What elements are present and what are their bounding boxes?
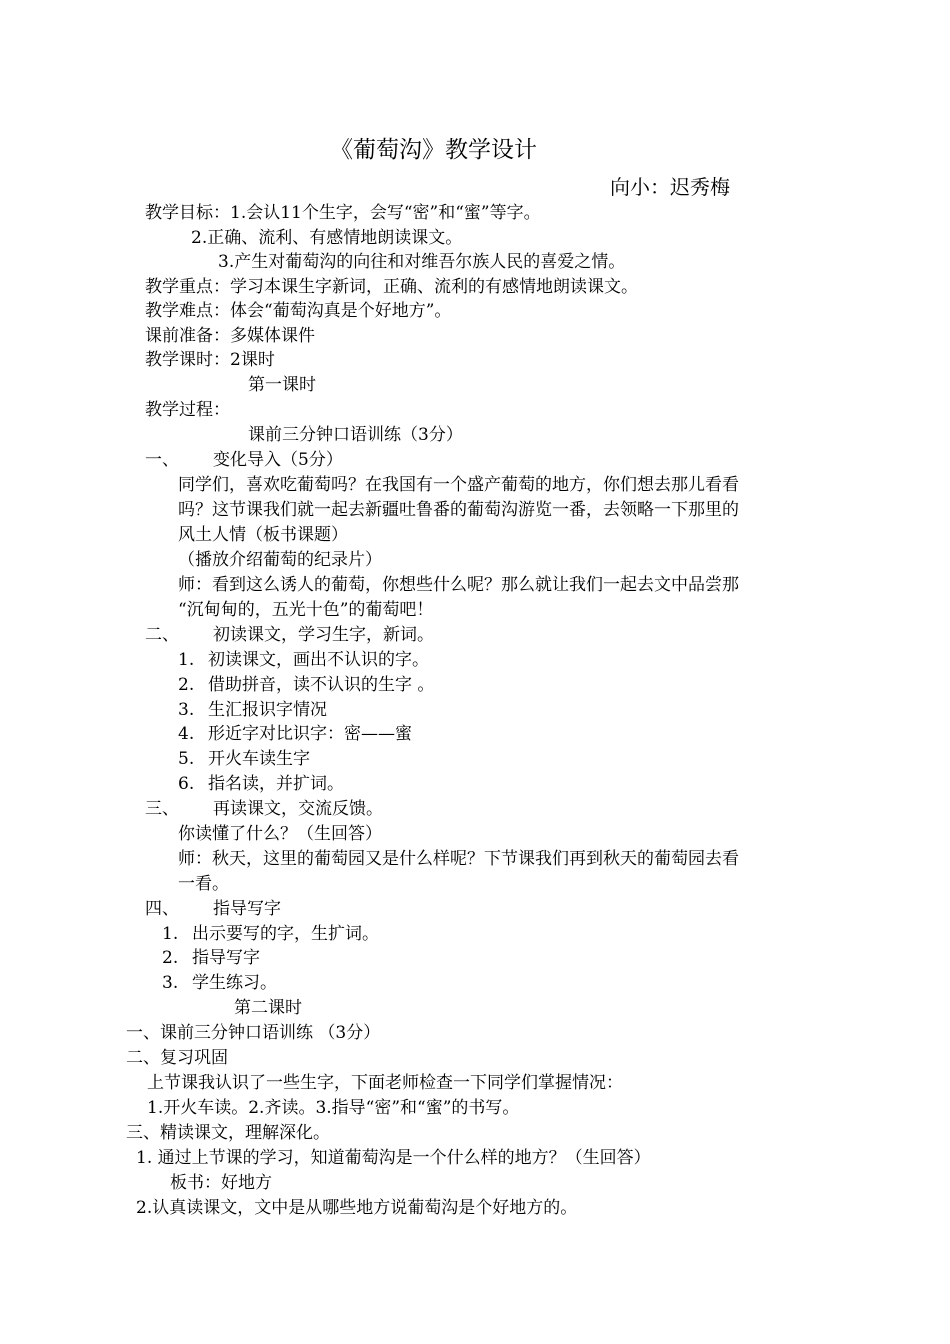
list-number: 2. — [178, 675, 195, 695]
list-item — [178, 722, 412, 746]
goal-line-2: 2.正确、流利、有感情地朗读课文。 — [191, 228, 463, 248]
lesson2-line: 1.开火车读。2.齐读。3.指导“密”和“蜜”的书写。 — [147, 1098, 520, 1118]
list-text: 形近字对比识字：密——蜜 — [208, 724, 412, 744]
section-title: 初读课文，学习生字，新词。 — [213, 625, 434, 645]
section-number: 三、 — [145, 799, 179, 819]
list-text: 开火车读生字 — [208, 749, 310, 769]
section-2-heading — [145, 623, 434, 647]
paragraph-line: 风土人情（板书课题） — [178, 525, 348, 545]
goal-line-3: 3.产生对葡萄沟的向往和对维吾尔族人民的喜爱之情。 — [218, 252, 626, 272]
lesson2-line: 二、复习巩固 — [126, 1048, 228, 1068]
lesson2-line: 一、课前三分钟口语训练 （3分） — [126, 1023, 381, 1043]
section-4-heading — [145, 897, 281, 921]
paragraph-line: 师：秋天，这里的葡萄园又是什么样呢？下节课我们再到秋天的葡萄园去看 — [178, 849, 739, 869]
section-title: 指导写字 — [213, 899, 281, 919]
list-item — [162, 946, 260, 970]
list-text: 指导写字 — [192, 948, 260, 968]
lesson1-heading: 第一课时 — [248, 375, 316, 395]
list-item — [162, 971, 277, 995]
doc-title: 《葡萄沟》教学设计 — [330, 137, 537, 163]
warmup-line: 课前三分钟口语训练（3分） — [248, 425, 463, 445]
list-number: 6. — [178, 774, 195, 794]
list-item — [178, 673, 434, 697]
list-item — [178, 698, 327, 722]
section-3-heading — [145, 797, 383, 821]
lesson2-line: 三、精读课文，理解深化。 — [126, 1123, 330, 1143]
paragraph-line: 吗？这节课我们就一起去新疆吐鲁番的葡萄沟游览一番，去领略一下那里的 — [178, 500, 739, 520]
list-text: 学生练习。 — [192, 973, 277, 993]
section-number: 一、 — [145, 450, 179, 470]
list-number: 1. — [178, 650, 195, 670]
list-number: 3. — [162, 973, 179, 993]
lesson2-line: 1. 通过上节课的学习，知道葡萄沟是一个什么样的地方？（生回答） — [136, 1148, 651, 1168]
list-text: 初读课文，画出不认识的字。 — [208, 650, 429, 670]
list-text: 生汇报识字情况 — [208, 700, 327, 720]
list-text: 指名读，并扩词。 — [208, 774, 344, 794]
paragraph-line: “沉甸甸的，五光十色”的葡萄吧！ — [178, 600, 434, 620]
list-item — [162, 922, 379, 946]
paragraph-line: 师：看到这么诱人的葡萄，你想些什么呢？那么就让我们一起去文中品尝那 — [178, 575, 739, 595]
paragraph-line: 同学们，喜欢吃葡萄吗？在我国有一个盛产葡萄的地方，你们想去那儿看看 — [178, 475, 739, 495]
list-number: 4. — [178, 724, 195, 744]
section-1-heading — [145, 448, 343, 472]
list-text: 借助拼音，读不认识的生字 。 — [208, 675, 435, 695]
paragraph-line: 你读懂了什么？（生回答） — [178, 824, 382, 844]
list-number: 3. — [178, 700, 195, 720]
class-hours: 教学课时：2课时 — [145, 350, 275, 370]
list-number: 1. — [162, 924, 179, 944]
process-label: 教学过程： — [145, 400, 230, 420]
list-item — [178, 747, 310, 771]
section-number: 四、 — [145, 899, 179, 919]
section-title: 再读课文，交流反馈。 — [213, 799, 383, 819]
goal-line-1: 教学目标：1.会认11个生字，会写“密”和“蜜”等字。 — [145, 203, 541, 223]
key-point: 教学重点：学习本课生字新词，正确、流利的有感情地朗读课文。 — [145, 277, 638, 297]
lesson2-line: 板书：好地方 — [170, 1173, 272, 1193]
lesson2-line: 2.认真读课文，文中是从哪些地方说葡萄沟是个好地方的。 — [136, 1198, 578, 1218]
paragraph-line: （播放介绍葡萄的纪录片） — [178, 550, 382, 570]
paragraph-line: 一看。 — [178, 874, 229, 894]
doc-author: 向小：迟秀梅 — [610, 175, 730, 199]
lesson2-line: 上节课我认识了一些生字，下面老师检查一下同学们掌握情况： — [147, 1073, 623, 1093]
list-item — [178, 772, 344, 796]
list-number: 2. — [162, 948, 179, 968]
section-title: 变化导入（5分） — [213, 450, 343, 470]
difficulty: 教学难点：体会“葡萄沟真是个好地方”。 — [145, 301, 452, 321]
list-number: 5. — [178, 749, 195, 769]
section-number: 二、 — [145, 625, 179, 645]
preparation: 课前准备：多媒体课件 — [145, 326, 315, 346]
list-text: 出示要写的字，生扩词。 — [192, 924, 379, 944]
lesson2-heading: 第二课时 — [234, 998, 302, 1018]
list-item — [178, 648, 429, 672]
